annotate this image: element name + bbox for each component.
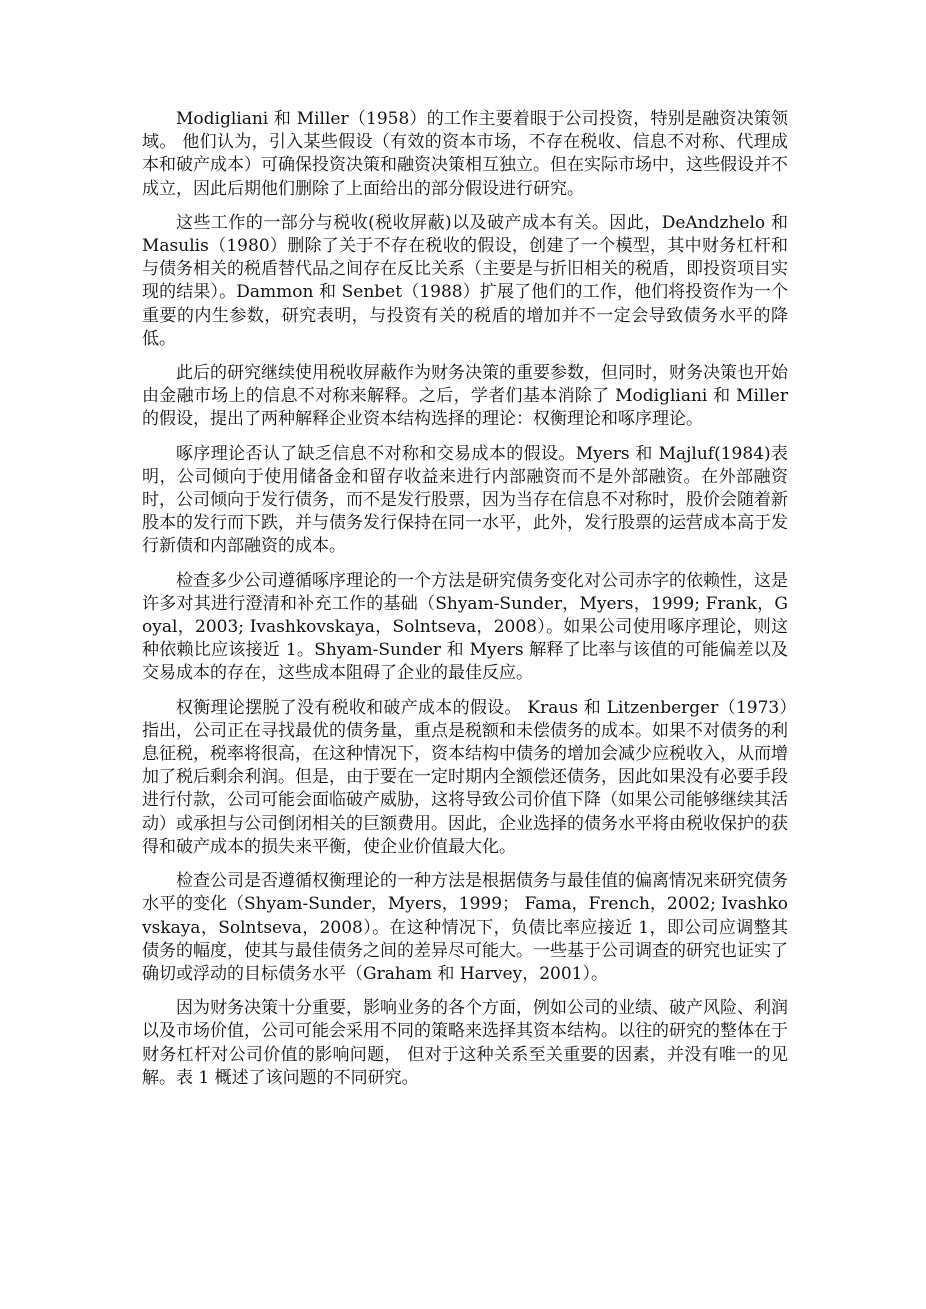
paragraph-tax-shield: 这些工作的一部分与税收(税收屏蔽)以及破产成本有关。因此，DeAndzhelo 和 Masulis（1980）删除了关于不存在税收的假设，创建了一个模型，其中财务杠杆和与债务相关的税盾替代品之间存在反比关系（主要是与折旧相关的税盾，即投资项目实现的结果）。Dammon 和 Senbet（1988）扩展了他们的工作，他们将投资作为一个重要的内生参数，研究表明，与投资有关的税盾的增加并不一定会导致债务水平的降低。	[142, 212, 788, 349]
paragraph-modigliani-miller-intro: Modigliani 和 Miller（1958）的工作主要着眼于公司投资，特别是融资决策领域。 他们认为，引入某些假设（有效的资本市场，不存在税收、信息不对称、代理成本和破产成本）可确保投资决策和融资决策相互独立。但在实际市场中，这些假设并不成立，因此后期他们删除了上面给出的部分假设进行研究。	[142, 109, 788, 199]
paragraph-trade-off-test: 检查公司是否遵循权衡理论的一种方法是根据债务与最佳值的偏离情况来研究债务水平的变化（Shyam-Sunder，Myers，1999； Fama，French，2002; Ivashkovskaya，Solntseva，2008）。在这种情况下，负债比率应接近 1，即公司应调整其债务的幅度，使其与最佳债务之间的差异尽可能大。一些基于公司调查的研究也证实了确切或浮动的目标债务水平（Graham 和 Harvey，2001）。	[142, 871, 788, 984]
document-body	[142, 108, 788, 1101]
paragraph-capital-structure-summary: 因为财务决策十分重要，影响业务的各个方面，例如公司的业绩、破产风险、利润以及市场价值，公司可能会采用不同的策略来选择其资本结构。以往的研究的整体在于财务杠杆对公司价值的影响问题， 但对于这种关系至关重要的因素，并没有唯一的见解。表 1 概述了该问题的不同研究。	[142, 998, 788, 1088]
paragraph-pecking-order-test: 检查多少公司遵循啄序理论的一个方法是研究债务变化对公司赤字的依赖性，这是许多对其进行澄清和补充工作的基础（Shyam-Sunder，Myers，1999; Frank，Goyal，2003; Ivashkovskaya，Solntseva，2008）。如果公司使用啄序理论，则这种依赖比应该接近 1。Shyam-Sunder 和 Myers 解释了比率与该值的可能偏差以及交易成本的存在，这些成本阻碍了企业的最佳反应。	[142, 570, 788, 684]
paragraph-trade-off-theory: 权衡理论摆脱了没有税收和破产成本的假设。 Kraus 和 Litzenberger（1973）指出，公司正在寻找最优的债务量，重点是税额和未偿债务的成本。如果不对债务的利息征税，税率将很高，在这种情况下，资本结构中债务的增加会减少应税收入，从而增加了税后剩余利润。但是，由于要在一定时期内全额偿还债务，因此如果没有必要手段进行付款，公司可能会面临破产威胁，这将导致公司价值下降（如果公司能够继续其活动）或承担与公司倒闭相关的巨额费用。因此，企业选择的债务水平将由税收保护的获得和破产成本的损失来平衡，使企业价值最大化。	[142, 697, 788, 857]
paragraph-pecking-order-theory: 啄序理论否认了缺乏信息不对称和交易成本的假设。Myers 和 Majluf(1984)表明，公司倾向于使用储备金和留存收益来进行内部融资而不是外部融资。在外部融资时，公司倾向于发行债务，而不是发行股票，因为当存在信息不对称时，股价会随着新股本的发行而下跌，并与债务发行保持在同一水平，此外，发行股票的运营成本高于发行新债和内部融资的成本。	[142, 443, 788, 557]
paragraph-information-asymmetry: 此后的研究继续使用税收屏蔽作为财务决策的重要参数，但同时，财务决策也开始由金融市场上的信息不对称来解释。之后，学者们基本消除了 Modigliani 和 Miller 的假设，提出了两种解释企业资本结构选择的理论：权衡理论和啄序理论。	[142, 363, 788, 430]
